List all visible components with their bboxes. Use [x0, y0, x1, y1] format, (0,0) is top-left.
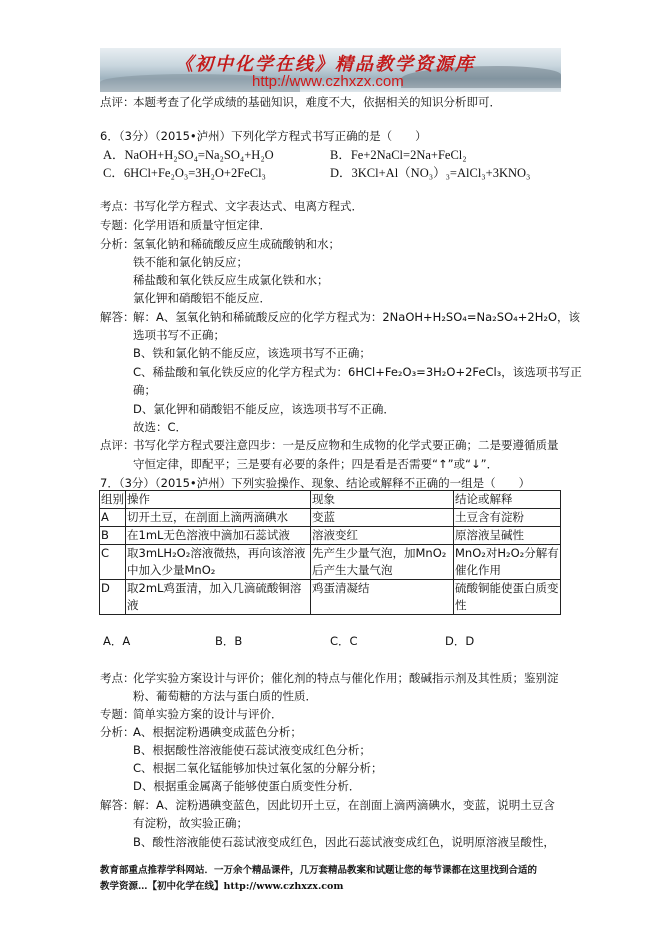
header-banner — [100, 48, 561, 92]
table-header: 操作 — [126, 491, 311, 509]
table-header: 组别 — [100, 491, 126, 509]
q7-option-b: B．B — [215, 634, 243, 648]
q7-table — [99, 490, 561, 615]
q7-jieda-line: 有淀粉，故实验正确； — [133, 816, 248, 830]
q6-fenxi-line: 稀盐酸和氧化铁反应生成氯化铁和水； — [133, 273, 329, 287]
q7-kaodian-label: 考点： — [100, 671, 135, 685]
q6-dianping-line: 书写化学方程式要注意四步：一是反应物和生成物的化学式要正确；二是要遵循质量 — [133, 438, 559, 452]
q6-jieda-line: 故选：C． — [133, 420, 188, 434]
table-cell: 原溶液呈碱性 — [454, 527, 561, 545]
q7-option-c: C．C — [330, 634, 358, 648]
q6-fenxi-line: 铁不能和氯化钠反应； — [133, 255, 248, 269]
q7-fenxi-line: B、根据酸性溶液能使石蕊试液变成红色分析； — [133, 743, 371, 757]
q6-kaodian-label: 考点： — [100, 199, 135, 213]
table-cell: D — [100, 580, 126, 615]
table-row — [100, 545, 561, 580]
q6-zhuanti-label: 专题： — [100, 218, 135, 232]
table-row — [100, 527, 561, 545]
q6-dianping-label: 点评： — [100, 438, 135, 452]
table-cell: B — [100, 527, 126, 545]
table-row — [100, 509, 561, 527]
table-cell: 硫酸铜能使蛋白质变性 — [454, 580, 561, 615]
q7-fenxi-line: D、根据重金属离子能够使蛋白质变性分析． — [133, 779, 361, 793]
banner-title: 《初中化学在线》精品教学资源库 — [175, 54, 475, 75]
q7-fenxi-line: C、根据二氧化锰能够加快过氧化氢的分解分析； — [133, 761, 383, 775]
q7-fenxi-line: A、根据淀粉遇碘变成蓝色分析； — [133, 725, 302, 739]
q6-jieda-line: C、稀盐酸和氧化铁反应的化学方程式为：6HCl+Fe₂O₃=3H₂O+2FeCl₃，该选项书写正 — [133, 365, 582, 379]
table-cell: 取3mLH₂O₂溶液微热，再向该溶液中加入少量MnO₂ — [126, 545, 311, 580]
q7-kaodian-line: 化学实验方案设计与评价；催化剂的特点与催化作用；酸碱指示剂及其性质；鉴别淀 — [133, 671, 559, 685]
q6-title: 6．（3分）（2015•泸州）下列化学方程式书写正确的是（ ） — [100, 129, 427, 143]
q7-jieda-label: 解答： — [100, 798, 135, 812]
q6-jieda-label: 解答： — [100, 310, 135, 324]
table-cell: 鸡蛋清凝结 — [311, 580, 454, 615]
banner-url[interactable]: http://www.czhxzx.com — [252, 73, 404, 90]
q6-jieda-line: 选项书写不正确； — [133, 328, 225, 342]
table-cell: 变蓝 — [311, 509, 454, 527]
table-cell: 取2mL鸡蛋清，加入几滴硫酸铜溶液 — [126, 580, 311, 615]
q6-option-c: C．6HCl+Fe₂O₃=3H₂O+2FeCl₃ — [103, 166, 266, 180]
q6-fenxi-line: 氢氧化钠和稀硫酸反应生成硫酸钠和水； — [133, 237, 340, 251]
q7-jieda-line: B、酸性溶液能使石蕊试液变成红色，因此石蕊试液变成红色，说明原溶液呈酸性， — [133, 835, 555, 849]
table-cell: 土豆含有淀粉 — [454, 509, 561, 527]
q7-option-d: D．D — [445, 634, 475, 648]
q7-jieda-line: 解：A、淀粉遇碘变蓝色，因此切开土豆，在剖面上滴两滴碘水，变蓝，说明土豆含 — [133, 798, 555, 812]
footer-line: 教育部重点推荐学科网站．一万余个精品课件，几万套精品教案和试题让您的每节课都在这里找到合适的 — [100, 865, 538, 876]
q6-dianping-line: 守恒定律，即配平；三是要有必要的条件；四是看是否需要“↑”或“↓”． — [133, 457, 499, 471]
q6-jieda-line: D、氯化钾和硝酸铝不能反应，该选项书写不正确． — [133, 402, 395, 416]
table-cell: 先产生少量气泡，加MnO₂后产生大量气泡 — [311, 545, 454, 580]
q7-zhuanti: 简单实验方案的设计与评价． — [133, 707, 283, 721]
footer-line[interactable]: 教学资源…【初中化学在线】http://www.czhxzx.com — [100, 881, 344, 892]
q6-jieda-line: B、铁和氯化钠不能反应，该选项书写不正确； — [133, 346, 371, 360]
q6-fenxi-label: 分析： — [100, 237, 135, 251]
prev-comment-text: 本题考查了化学成绩的基础知识，难度不大，依据相关的知识分析即可． — [133, 95, 501, 109]
q6-zhuanti: 化学用语和质量守恒定律． — [133, 218, 271, 232]
table-cell: C — [100, 545, 126, 580]
q6-jieda-line: 确； — [133, 383, 156, 397]
q6-option-b: B．Fe+2NaCl=2Na+FeCl₂ — [330, 148, 467, 162]
table-cell: A — [100, 509, 126, 527]
q7-kaodian-line: 粉、葡萄糖的方法与蛋白质的性质． — [133, 689, 317, 703]
q6-option-d: D．3KCl+Al（NO₃）₃=AlCl₃+3KNO₃ — [330, 166, 531, 180]
prev-comment-label: 点评： — [100, 95, 135, 109]
table-header-row — [100, 491, 561, 509]
table-cell: 切开土豆，在剖面上滴两滴碘水 — [126, 509, 311, 527]
table-cell: 溶液变红 — [311, 527, 454, 545]
table-header: 现象 — [311, 491, 454, 509]
q7-option-a: A．A — [103, 634, 131, 648]
table-header: 结论或解释 — [454, 491, 561, 509]
table-row — [100, 580, 561, 615]
table-cell: MnO₂对H₂O₂分解有催化作用 — [454, 545, 561, 580]
q6-fenxi-line: 氯化钾和硝酸铝不能反应． — [133, 291, 271, 305]
table-cell: 在1mL无色溶液中滴加石蕊试液 — [126, 527, 311, 545]
q7-fenxi-label: 分析： — [100, 725, 135, 739]
q6-jieda-line: 解：A、氢氧化钠和稀硫酸反应的化学方程式为：2NaOH+H₂SO₄=Na₂SO₄+2H₂O，该 — [133, 310, 581, 324]
q7-title: 7．（3分）（2015•泸州）下列实验操作、现象、结论或解释不正确的一组是（ ） — [100, 476, 531, 490]
q6-kaodian: 书写化学方程式、文字表达式、电离方程式． — [133, 199, 363, 213]
q7-zhuanti-label: 专题： — [100, 707, 135, 721]
q6-option-a: A．NaOH+H₂SO₄=Na₂SO₄+H₂O — [103, 148, 274, 162]
